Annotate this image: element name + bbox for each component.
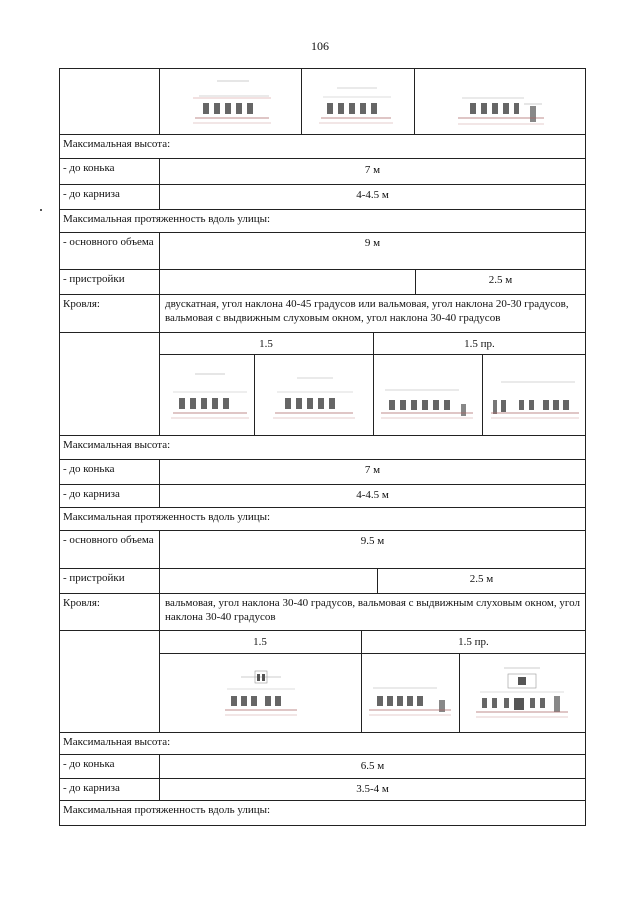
- roof-label: Кровля:: [63, 298, 100, 310]
- eaves-label: - до карниза: [63, 188, 120, 200]
- ridge-value: 7 м: [364, 164, 381, 176]
- extensions-label: - пристройки: [63, 572, 125, 584]
- main-volume-value: 9 м: [364, 237, 381, 249]
- extensions-value: 2.5 м: [469, 573, 494, 585]
- ridge-label: - до конька: [63, 463, 115, 475]
- scan-speck: [40, 209, 42, 211]
- ridge-value: 6.5 м: [360, 760, 385, 772]
- eaves-label: - до карниза: [63, 488, 120, 500]
- variant-1-5-ext-header: 1.5 пр.: [464, 338, 495, 350]
- street-length-heading: Максимальная протяженность вдоль улицы:: [63, 511, 271, 523]
- main-volume-label: - основного объема: [63, 236, 154, 248]
- main-volume-label: - основного объема: [63, 534, 154, 546]
- max-height-heading: Максимальная высота:: [63, 736, 171, 748]
- street-length-heading: Максимальная протяженность вдоль улицы:: [63, 213, 271, 225]
- variant-1-5-header: 1.5: [259, 338, 273, 350]
- ridge-label: - до конька: [63, 758, 115, 770]
- house-facade-extension-drawing: [454, 76, 549, 131]
- house-facade-extension-drawing: [489, 368, 583, 428]
- extensions-value: 2.5 м: [488, 274, 513, 286]
- variant-1-5-ext-header: 1.5 пр.: [458, 636, 489, 648]
- house-facade-gable-drawing: [167, 368, 252, 428]
- variant-1-5-header: 1.5: [253, 636, 267, 648]
- street-length-heading: Максимальная протяженность вдоль улицы:: [63, 804, 271, 816]
- roof-description: вальмовая, угол наклона 30-40 градусов, вальмовая с выдвижным слуховым окном, угол наклона 30-40 градусов: [165, 597, 580, 623]
- roof-description: двускатная, угол наклона 40-45 градусов или вальмовая, угол наклона 20-30 градусов, вальмовая с выдвижным слуховым окном, угол наклона 30-40 градусов: [165, 298, 569, 324]
- main-volume-value: 9.5 м: [360, 535, 385, 547]
- house-facade-dormer-extension-drawing: [474, 664, 574, 726]
- eaves-value: 4-4.5 м: [356, 189, 389, 201]
- building-parameters-table: [59, 68, 586, 825]
- eaves-value: 4-4.5 м: [356, 489, 389, 501]
- house-facade-hip-drawing: [311, 76, 401, 131]
- eaves-value: 3.5-4 м: [356, 783, 389, 795]
- house-facade-gable-drawing: [187, 76, 277, 131]
- house-facade-extension-drawing: [367, 668, 455, 726]
- max-height-heading: Максимальная высота:: [63, 439, 171, 451]
- eaves-label: - до карниза: [63, 782, 120, 794]
- max-height-heading: Максимальная высота:: [63, 138, 171, 150]
- house-facade-extension-drawing: [377, 368, 479, 428]
- extensions-label: - пристройки: [63, 273, 125, 285]
- house-facade-hip-drawing: [267, 368, 362, 428]
- roof-label: Кровля:: [63, 597, 100, 609]
- house-facade-dormer-drawing: [221, 663, 301, 725]
- ridge-value: 7 м: [364, 464, 381, 476]
- page-number: 106: [311, 39, 329, 53]
- ridge-label: - до конька: [63, 162, 115, 174]
